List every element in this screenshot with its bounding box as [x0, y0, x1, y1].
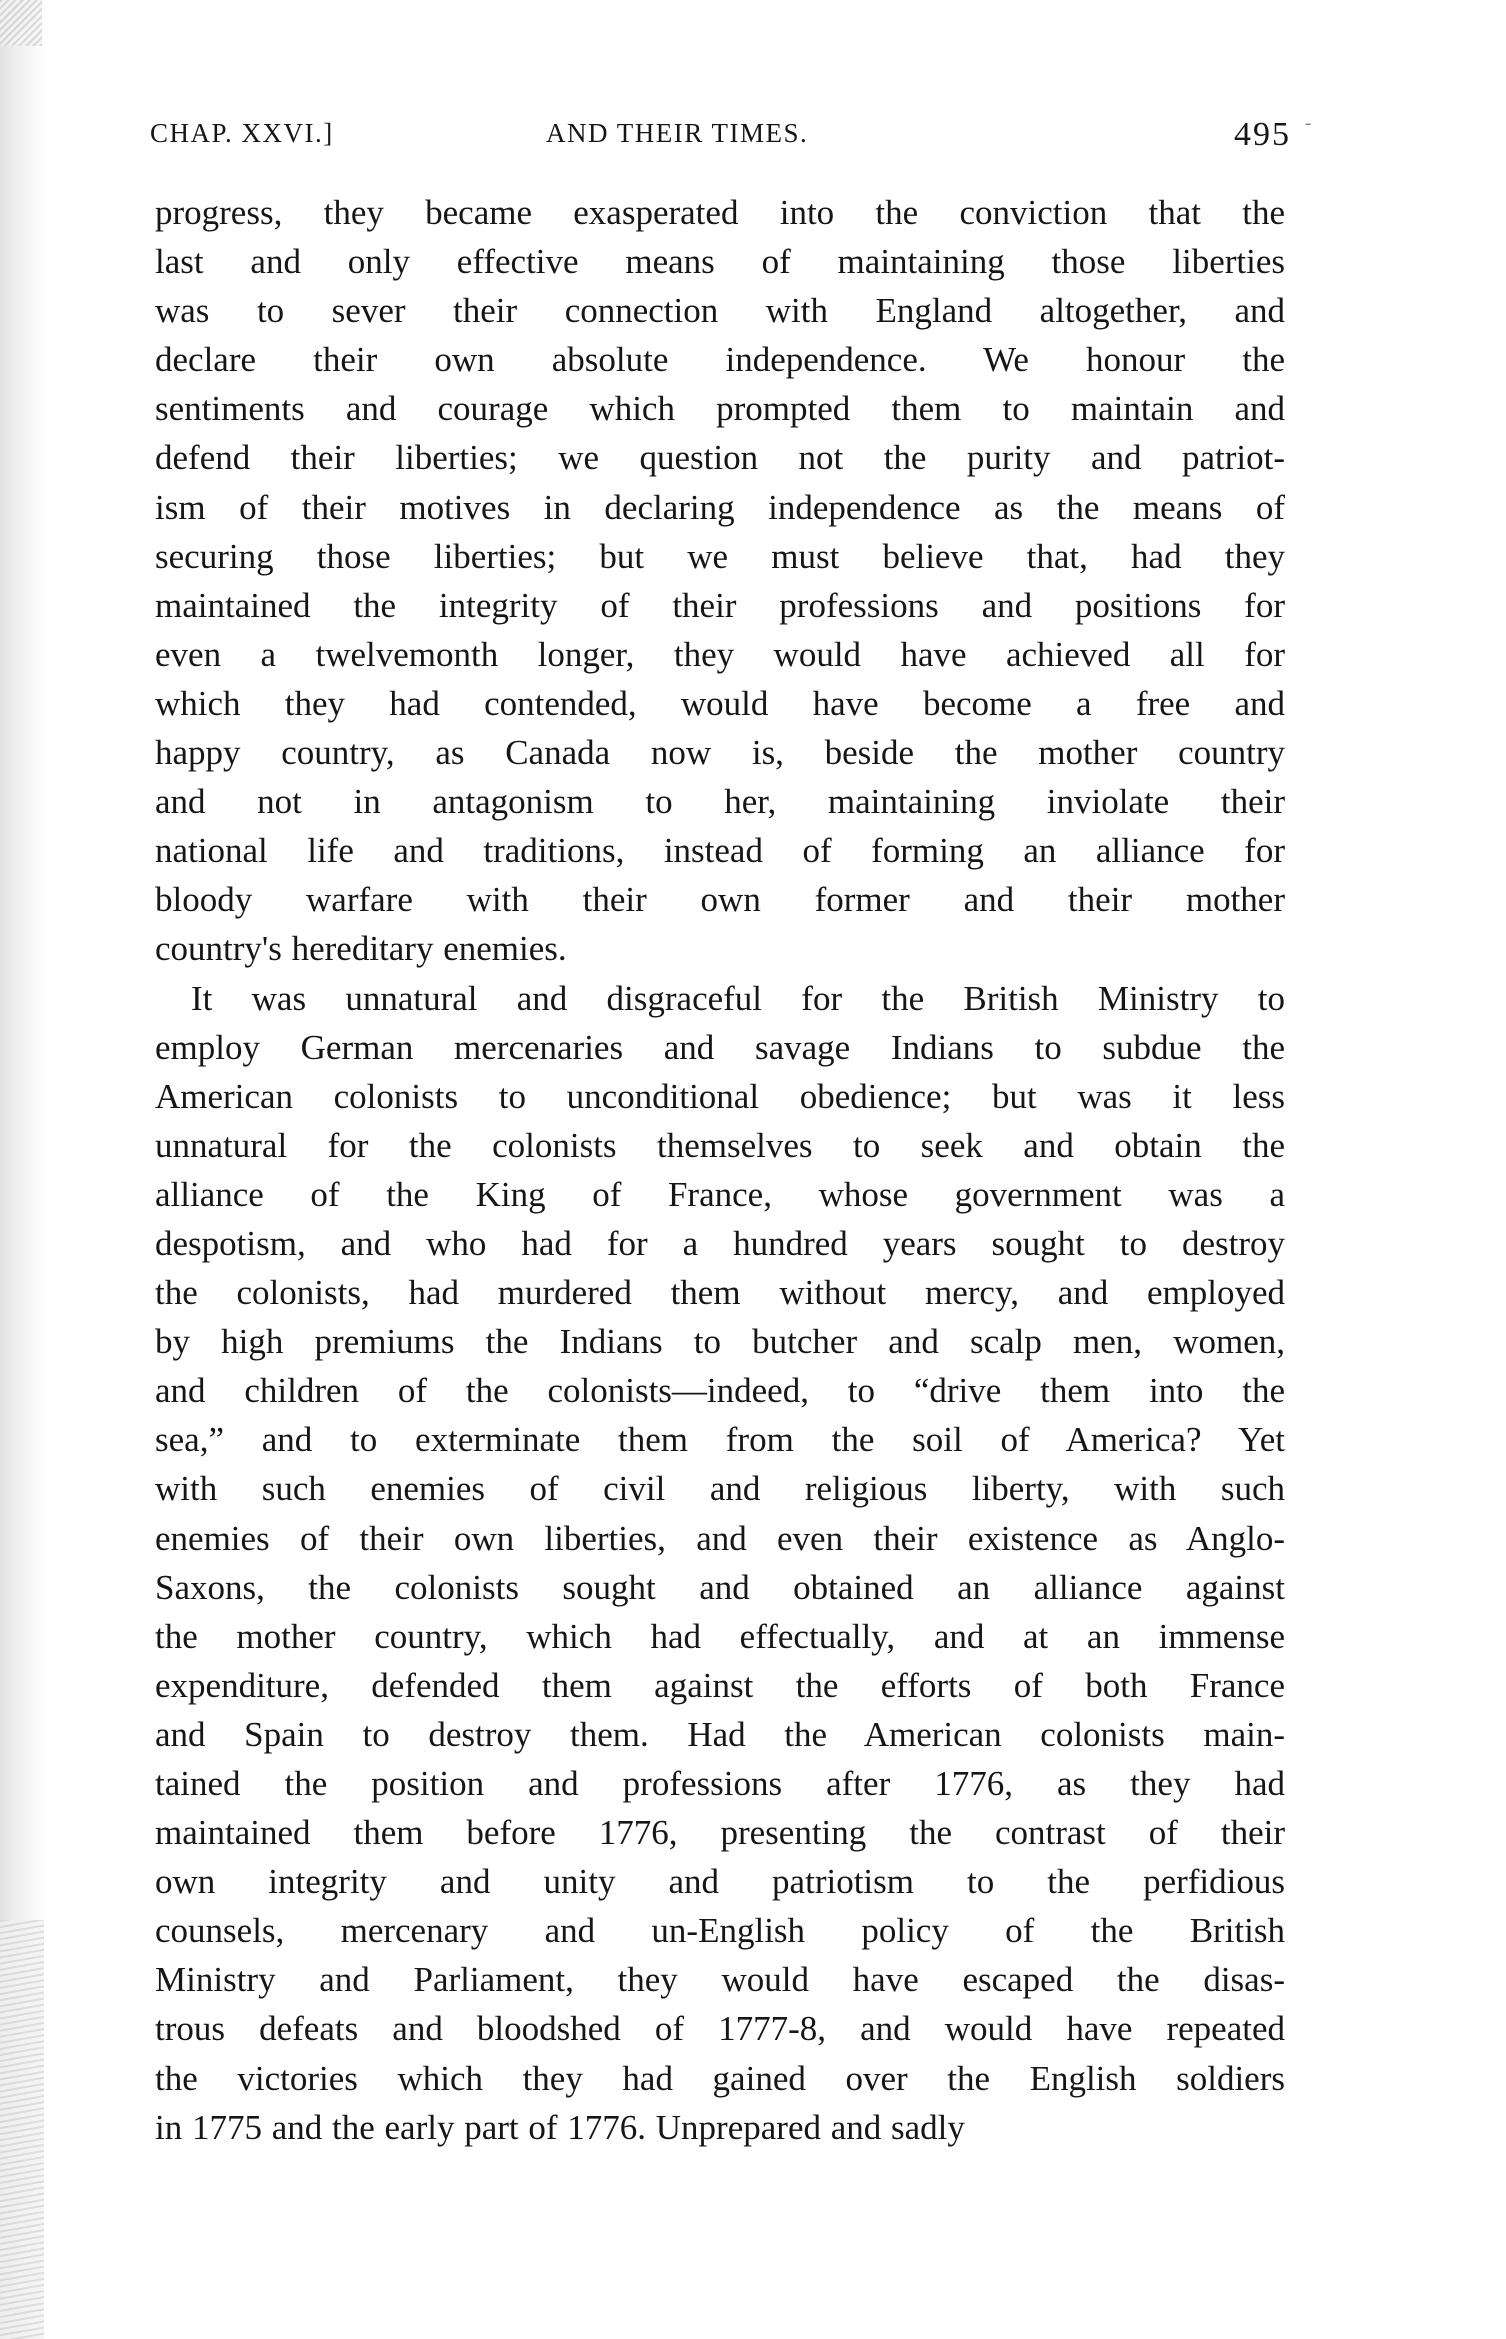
- text-line: employ German mercenaries and savage Indians to subdue the: [155, 1027, 1285, 1067]
- text-line: securing those liberties; but we must believe that, had they: [155, 536, 1285, 576]
- chapter-label: CHAP. XXVI.]: [150, 118, 334, 148]
- text-line: counsels, mercenary and un-English policy of the British: [155, 1911, 1285, 1951]
- text-line: bloody warfare with their own former and their mother: [155, 880, 1285, 920]
- text-line: and Spain to destroy them. Had the American colonists main-: [155, 1714, 1285, 1754]
- page-number: 495: [1234, 116, 1291, 153]
- text-line: enemies of their own liberties, and even their existence as Anglo-: [155, 1518, 1285, 1558]
- text-line: maintained them before 1776, presenting the contrast of their: [155, 1813, 1285, 1853]
- text-line: happy country, as Canada now is, beside the mother country: [155, 733, 1285, 773]
- text-line: despotism, and who had for a hundred years sought to destroy: [155, 1223, 1285, 1263]
- text-line: by high premiums the Indians to butcher and scalp men, women,: [155, 1322, 1285, 1362]
- text-line: national life and traditions, instead of forming an alliance for: [155, 831, 1285, 871]
- text-line: sea,” and to exterminate them from the soil of America? Yet: [155, 1420, 1285, 1460]
- text-line: the mother country, which had effectually, and at an immense: [155, 1616, 1285, 1656]
- text-line: was to sever their connection with England altogether, and: [155, 291, 1285, 331]
- text-line: and children of the colonists—indeed, to “drive them into the: [155, 1371, 1285, 1411]
- text-line: even a twelvemonth longer, they would have achieved all for: [155, 634, 1285, 674]
- body-text: [155, 188, 1285, 2152]
- paragraph: [155, 974, 1285, 2152]
- text-line: declare their own absolute independence. We honour the: [155, 340, 1285, 380]
- text-line: It was unnatural and disgraceful for the British Ministry to: [191, 978, 1285, 1018]
- text-line: tained the position and professions after 1776, as they had: [155, 1764, 1285, 1803]
- text-line: sentiments and courage which prompted them to maintain and: [155, 389, 1285, 429]
- text-line: ism of their motives in declaring independence as the means of: [155, 487, 1285, 527]
- text-line: maintained the integrity of their professions and positions for: [155, 585, 1285, 625]
- text-line: Saxons, the colonists sought and obtained an alliance against: [155, 1567, 1285, 1607]
- text-line: last and only effective means of maintaining those liberties: [155, 242, 1285, 282]
- running-head: [150, 112, 1313, 158]
- text-line: which they had contended, would have become a free and: [155, 683, 1285, 723]
- text-line: progress, they became exasperated into the conviction that the: [155, 193, 1285, 232]
- text-line: and not in antagonism to her, maintaining inviolate their: [155, 782, 1285, 822]
- paragraph: [155, 188, 1285, 974]
- scan-artifact-top: [0, 0, 42, 46]
- text-line: in 1775 and the early part of 1776. Unprepared and sadly: [155, 2107, 965, 2147]
- text-line: unnatural for the colonists themselves to seek and obtain the: [155, 1125, 1285, 1165]
- text-line: expenditure, defended them against the efforts of both France: [155, 1665, 1285, 1705]
- text-line: the colonists, had murdered them without mercy, and employed: [155, 1273, 1285, 1313]
- running-title: AND THEIR TIMES.: [546, 118, 809, 148]
- text-line: with such enemies of civil and religious liberty, with such: [155, 1469, 1285, 1509]
- text-line: alliance of the King of France, whose government was a: [155, 1174, 1285, 1214]
- text-line: American colonists to unconditional obedience; but was it less: [155, 1076, 1285, 1116]
- text-line: Ministry and Parliament, they would have escaped the disas-: [155, 1960, 1285, 2000]
- text-line: defend their liberties; we question not the purity and patriot-: [155, 438, 1285, 478]
- text-line: own integrity and unity and patriotism to the perfidious: [155, 1862, 1285, 1902]
- page-mark: -: [1304, 112, 1313, 134]
- text-line: the victories which they had gained over the English soldiers: [155, 2058, 1285, 2098]
- scan-artifact-bottom: [0, 1920, 44, 2339]
- text-line: trous defeats and bloodshed of 1777-8, and would have repeated: [155, 2009, 1285, 2049]
- text-line: country's hereditary enemies.: [155, 929, 567, 969]
